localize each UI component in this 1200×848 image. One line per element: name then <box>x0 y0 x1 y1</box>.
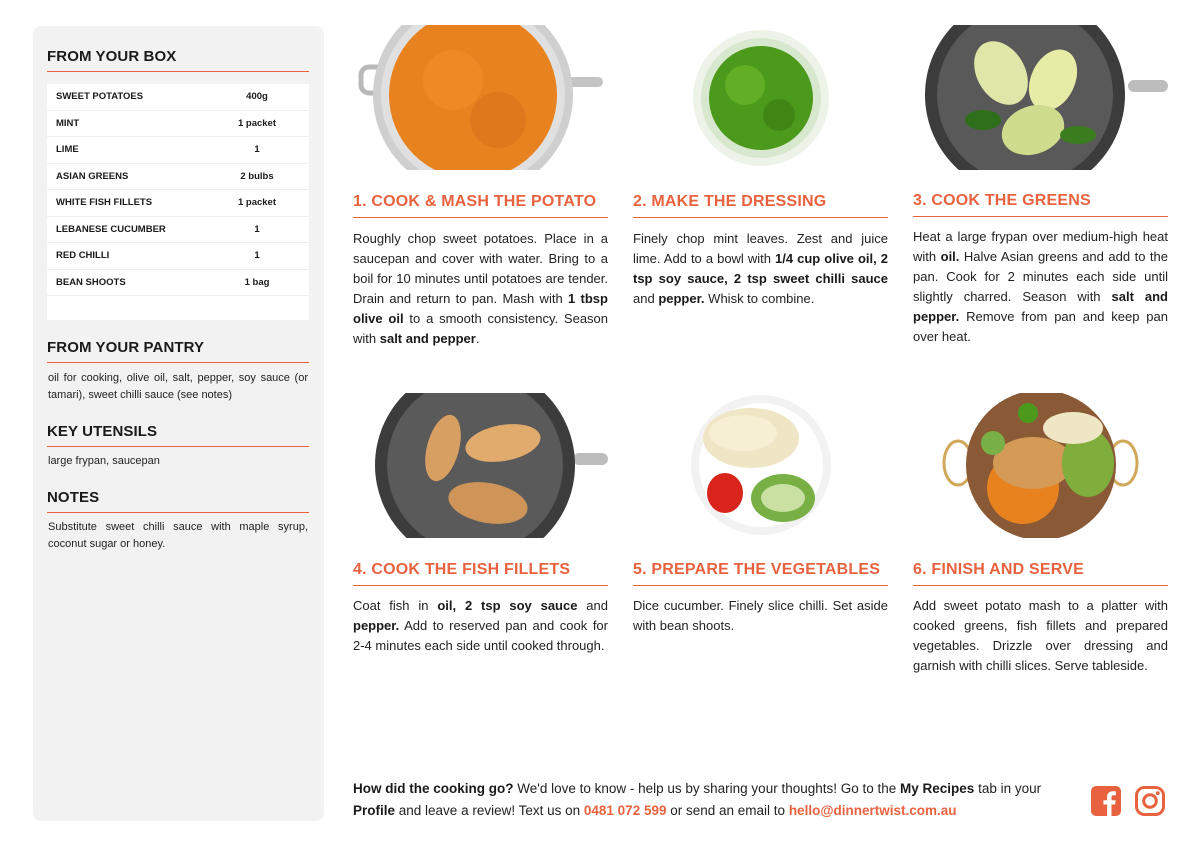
step-text-run: Halve Asian greens and add to the pan. Cook for 2 minutes each side until slightly charred. Season with <box>913 249 1168 304</box>
footer-text-bold: My Recipes <box>900 781 975 796</box>
key-utensils-heading: KEY UTENSILS <box>47 423 309 447</box>
step-4-heading: 4. COOK THE FISH FILLETS <box>353 561 608 586</box>
step-1-text <box>353 229 608 349</box>
box-ingredients-table <box>47 84 309 320</box>
ingredient-quantity: 1 <box>205 243 309 270</box>
step-text-bold: oil, 2 tsp soy sauce <box>437 598 578 613</box>
facebook-icon[interactable] <box>1090 785 1122 817</box>
step-2-photo <box>633 25 888 170</box>
ingredient-name: LIME <box>47 137 205 164</box>
step-5-heading: 5. PREPARE THE VEGETABLES <box>633 561 888 586</box>
ingredient-row <box>47 216 309 243</box>
step-text-run: and <box>577 598 608 613</box>
ingredient-row <box>47 190 309 217</box>
step-text-bold: pepper. <box>658 291 705 306</box>
footer-text-run: and leave a review! Text us on <box>395 803 584 818</box>
step-1-photo <box>353 25 608 170</box>
footer-contact-link[interactable]: hello@dinnertwist.com.au <box>788 803 957 818</box>
step-text-run: Heat a large frypan over medium-high heat with <box>913 229 1168 264</box>
ingredient-row <box>47 269 309 296</box>
step-text-bold: 1/4 cup olive oil, 2 tsp soy sauce, 2 tsp sweet chilli sauce <box>633 251 888 286</box>
step-text-run: Whisk to combine. <box>704 291 815 306</box>
step-6-text <box>913 596 1168 676</box>
footer-text-run: We'd love to know - help us by sharing your thoughts! Go to the <box>513 781 901 796</box>
ingredient-row <box>47 137 309 164</box>
step-4-photo <box>353 393 608 538</box>
step-6-photo <box>913 393 1168 538</box>
ingredient-name: ASIAN GREENS <box>47 163 205 190</box>
step-text-run: Finely chop mint leaves. Zest and juice lime. Add to a bowl with <box>633 231 888 266</box>
from-your-pantry-heading: FROM YOUR PANTRY <box>47 339 309 363</box>
step-text-run: Remove from pan and keep pan over heat. <box>913 309 1168 344</box>
step-3-text <box>913 227 1168 347</box>
step-2-heading: 2. MAKE THE DRESSING <box>633 193 888 218</box>
step-text-run: Coat fish in <box>353 598 438 613</box>
ingredient-name: LEBANESE CUCUMBER <box>47 216 205 243</box>
step-text-run: . <box>475 331 480 346</box>
pantry-text: oil for cooking, olive oil, salt, pepper, soy sauce (or tamari), sweet chilli sauce (see notes) <box>48 372 308 401</box>
step-text-bold: salt and pepper <box>379 331 476 346</box>
ingredient-quantity: 2 bulbs <box>205 163 309 190</box>
ingredient-name: RED CHILLI <box>47 243 205 270</box>
ingredient-quantity: 1 packet <box>205 110 309 137</box>
step-2-text <box>633 229 888 309</box>
ingredient-row <box>47 243 309 270</box>
step-text-bold: 1 tbsp olive oil <box>353 291 608 326</box>
instagram-icon[interactable] <box>1134 785 1166 817</box>
step-text-run: Add sweet potato mash to a platter with cooked greens, fish fillets and prepared vegetables. Drizzle over dressing and garnish with chilli slices. Serve tableside. <box>913 598 1168 673</box>
step-text-bold: pepper. <box>353 618 400 633</box>
step-3-heading: 3. COOK THE GREENS <box>913 192 1168 217</box>
notes-heading: NOTES <box>47 489 309 513</box>
ingredient-quantity: 1 <box>205 216 309 243</box>
notes-text: Substitute sweet chilli sauce with maple syrup, coconut sugar or honey. <box>48 521 308 550</box>
ingredient-row <box>47 163 309 190</box>
step-text-run: Dice cucumber. Finely slice chilli. Set aside with bean shoots. <box>633 598 888 633</box>
step-5-text <box>633 596 888 636</box>
ingredient-quantity: 1 bag <box>205 269 309 296</box>
feedback-footer <box>353 778 1083 822</box>
ingredient-row <box>47 110 309 137</box>
step-text-bold: salt and pepper. <box>913 289 1168 324</box>
step-3-photo <box>913 25 1168 170</box>
step-4-text <box>353 596 608 656</box>
step-6-heading: 6. FINISH AND SERVE <box>913 561 1168 586</box>
ingredient-quantity: 1 <box>205 137 309 164</box>
step-1-heading: 1. COOK & MASH THE POTATO <box>353 193 608 218</box>
step-text-bold: oil. <box>940 249 960 264</box>
footer-text-run: tab in your <box>974 781 1042 796</box>
ingredient-quantity: 1 packet <box>205 190 309 217</box>
footer-text-bold: How did the cooking go? <box>353 781 514 796</box>
step-text-run: Roughly chop sweet potatoes. Place in a saucepan and cover with water. Bring to a boil for 10 minutes until potatoes are tender. Drain and return to pan. Mash with <box>353 231 608 306</box>
footer-text-bold: Profile <box>353 803 396 818</box>
ingredient-name: SWEET POTATOES <box>47 84 205 110</box>
ingredient-row <box>47 84 309 110</box>
step-text-run: to a smooth consistency. Season with <box>353 311 609 346</box>
step-text-run: Add to reserved pan and cook for 2-4 minutes each side until cooked through. <box>353 618 608 653</box>
ingredient-quantity: 400g <box>205 84 309 110</box>
ingredient-name: MINT <box>47 110 205 137</box>
ingredients-sidebar <box>33 26 324 821</box>
ingredient-name: WHITE FISH FILLETS <box>47 190 205 217</box>
step-text-run: and <box>633 291 659 306</box>
utensils-text: large frypan, saucepan <box>48 455 160 467</box>
step-5-photo <box>633 393 888 538</box>
footer-text-run: or send an email to <box>666 803 789 818</box>
ingredient-name: BEAN SHOOTS <box>47 269 205 296</box>
from-your-box-heading: FROM YOUR BOX <box>47 48 309 72</box>
footer-contact-link[interactable]: 0481 072 599 <box>583 803 667 818</box>
